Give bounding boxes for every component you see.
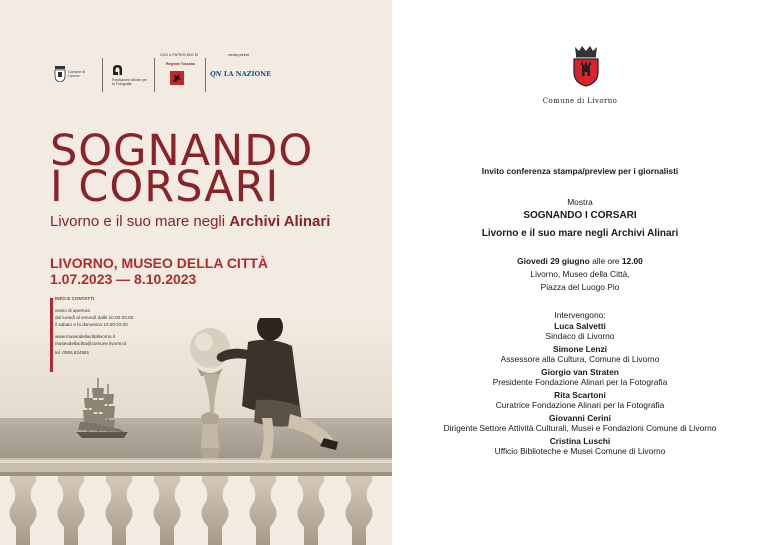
poster-subtitle <box>50 213 330 230</box>
speaker-name: Simone Lenzi <box>553 344 607 354</box>
mostra-label: Mostra <box>567 197 593 207</box>
logo-divider <box>102 58 103 92</box>
speaker-role: Dirigente Settore Attività Culturali, Musei e Fondazioni Comune di Livorno <box>443 423 717 433</box>
info-line: orario di apertura <box>55 308 90 313</box>
info-line: il sabato e la domenica 10.00-22.00 <box>55 322 128 327</box>
comune-logo-label: Comune di Livorno <box>68 70 85 78</box>
poster-title-line-1: SOGNANDO <box>50 126 314 176</box>
balustrade <box>9 476 372 545</box>
info-website: www.museodellacittalivorno.it <box>55 334 115 339</box>
info-email: museodellacitta@comune.livorno.it <box>55 341 127 346</box>
fondazione-alinari-logo <box>110 54 150 94</box>
regione-logo-label: Regione Toscana <box>166 62 195 66</box>
event-date-connector: alle ore <box>589 256 622 266</box>
media-partner-caption: media partner <box>228 53 250 57</box>
speaker-role: Sindaco di Livorno <box>545 331 615 341</box>
speaker-role: Ufficio Biblioteche e Musei Comune di Livorno <box>494 446 666 456</box>
comune-crest-icon <box>571 45 601 87</box>
pegasus-icon <box>170 71 184 85</box>
la-nazione-logo <box>210 70 271 78</box>
comune-logo <box>50 54 88 94</box>
event-venue-line-2: Piazza del Luogo Pio <box>540 282 620 292</box>
poster-dates: 1.07.2023 — 8.10.2023 <box>50 271 197 287</box>
info-heading: INFO E CONTATTI <box>55 296 95 301</box>
invite-heading: Invito conferenza stampa/preview per i giornalisti <box>481 166 679 176</box>
speaker-role: Assessore alla Cultura, Comune di Livorno <box>500 354 660 364</box>
press-invitation <box>392 0 768 545</box>
patrocinio-caption: CON IL PATROCINIO DI <box>160 53 199 57</box>
qn-mark: QN <box>210 70 222 78</box>
speaker-name: Giorgio van Straten <box>541 367 619 377</box>
info-line: dal lunedì al venerdì dalle 10.00-20.00 <box>55 315 134 320</box>
poster-subtitle-plain: Livorno e il suo mare negli <box>50 213 230 230</box>
mostra-title: SOGNANDO I CORSARI <box>523 210 637 221</box>
speaker-role: Curatrice Fondazione Alinari per la Fotografia <box>495 400 665 410</box>
la-nazione-label: LA NAZIONE <box>223 70 272 78</box>
event-date: Giovedì 29 giugno <box>517 256 590 266</box>
event-venue-line-1: Livorno, Museo della Città, <box>530 269 630 279</box>
event-datetime <box>392 256 768 266</box>
poster-title-line-2: I CORSARI <box>50 162 280 212</box>
regione-logo <box>160 54 200 94</box>
poster-subtitle-bold: Archivi Alinari <box>229 213 331 230</box>
speaker-role: Presidente Fondazione Alinari per la Fotografia <box>492 377 668 387</box>
poster-venue: LIVORNO, MUSEO DELLA CITTÀ <box>50 255 269 271</box>
alinari-mark-icon <box>112 64 123 75</box>
mostra-subtitle: Livorno e il suo mare negli Archivi Alinari <box>481 228 679 239</box>
comune-crest-icon <box>54 66 66 82</box>
event-time: 12.00 <box>621 256 643 266</box>
media-partner-logo <box>210 54 280 94</box>
comune-label: Comune di Livorno <box>542 97 618 105</box>
info-accent-bar <box>50 298 53 372</box>
info-phone: tel. 0586 824551 <box>55 350 90 355</box>
speaker-name: Cristina Luschi <box>549 436 611 446</box>
logo-divider <box>154 58 155 92</box>
speaker-name: Rita Scartoni <box>554 390 606 400</box>
speaker-name: Giovanni Cerini <box>549 413 611 423</box>
logo-divider <box>205 58 206 92</box>
partner-logos <box>50 54 290 94</box>
fondazione-logo-label: Fondazione Alinari per la Fotografia <box>112 78 147 86</box>
speakers-heading: Intervengono: <box>554 310 606 320</box>
speaker-name: Luca Salvetti <box>554 321 606 331</box>
